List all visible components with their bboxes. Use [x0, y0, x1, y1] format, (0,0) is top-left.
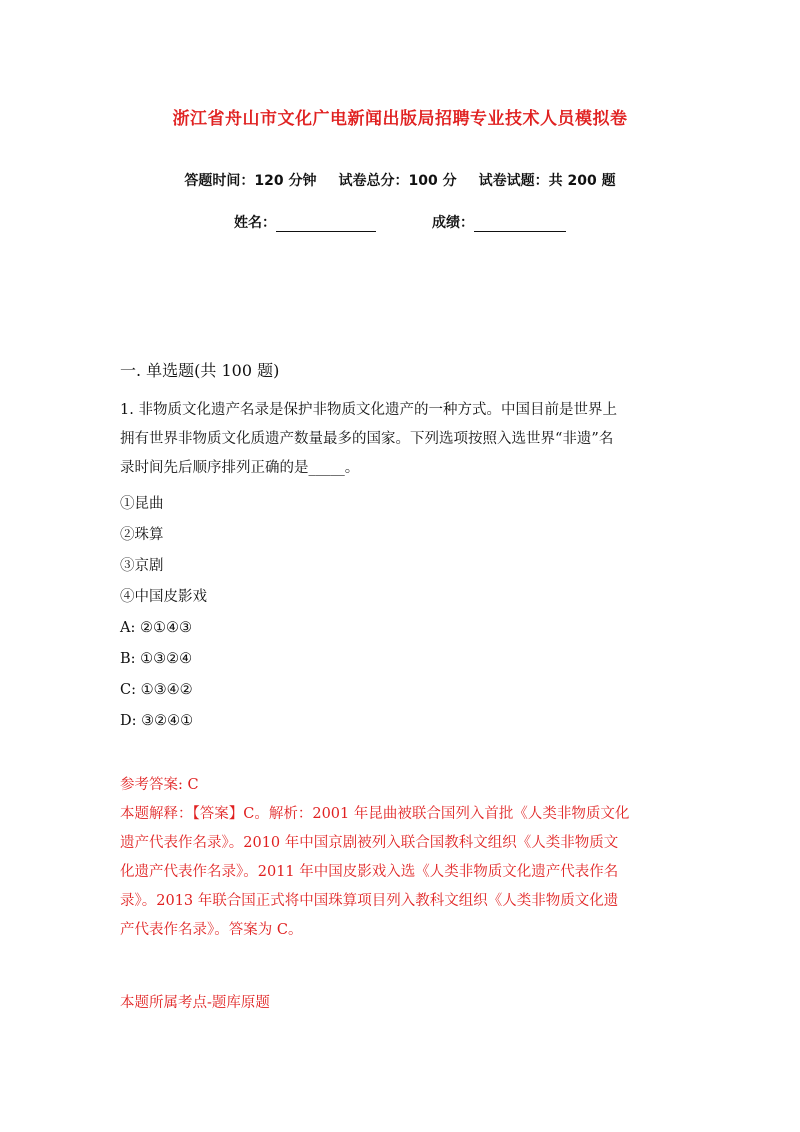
exam-meta [0, 170, 800, 190]
choice-b[interactable]: B: ①③②④ [120, 651, 193, 667]
question-line: 拥有世界非物质文化质遗产数量最多的国家。下列选项按照入选世界“非遗”名 [120, 431, 614, 447]
exam-time: 答题时间：120 分钟 [184, 173, 317, 189]
answer-block [120, 770, 685, 945]
name-blank[interactable] [276, 217, 376, 232]
choice-d[interactable]: D: ③②④① [120, 713, 194, 729]
section-heading: 一. 单选题(共 100 题) [120, 361, 280, 380]
explanation-line: 本题解释：【答案】C。解析：2001 年昆曲被联合国列入首批《人类非物质文化 [120, 806, 630, 822]
choice-c[interactable]: C: ①③④② [120, 682, 193, 698]
question-stem [120, 396, 680, 483]
exam-question-count: 试卷试题：共 200 题 [478, 173, 616, 189]
explanation-line: 化遗产代表作名录》。2011 年中国皮影戏入选《人类非物质文化遗产代表作名 [120, 864, 619, 880]
score-label: 成绩： [432, 215, 474, 231]
candidate-fields [0, 212, 800, 232]
question-line: 1. 非物质文化遗产名录是保护非物质文化遗产的一种方式。中国目前是世界上 [120, 402, 617, 418]
answer-label: 参考答案: C [120, 777, 199, 793]
question-topic: 本题所属考点-题库原题 [120, 995, 270, 1011]
exam-total-score: 试卷总分：100 分 [338, 173, 457, 189]
explanation-line: 产代表作名录》。答案为 C。 [120, 922, 303, 938]
score-blank[interactable] [474, 217, 566, 232]
answer-explanation [120, 800, 685, 945]
page-title: 浙江省舟山市文化广电新闻出版局招聘专业技术人员模拟卷 [172, 109, 628, 129]
question-line: 录时间先后顺序排列正确的是_____。 [120, 460, 360, 476]
list-item: ③京剧 [120, 558, 164, 574]
list-item: ②珠算 [120, 527, 164, 543]
question-options [120, 489, 207, 737]
explanation-line: 遗产代表作名录》。2010 年中国京剧被列入联合国教科文组织《人类非物质文 [120, 835, 619, 851]
name-label: 姓名： [234, 215, 276, 231]
explanation-line: 录》。2013 年联合国正式将中国珠算项目列入教科文组织《人类非物质文化遗 [120, 893, 619, 909]
list-item: ④中国皮影戏 [120, 589, 207, 605]
choice-a[interactable]: A: ②①④③ [120, 620, 192, 636]
list-item: ①昆曲 [120, 496, 164, 512]
